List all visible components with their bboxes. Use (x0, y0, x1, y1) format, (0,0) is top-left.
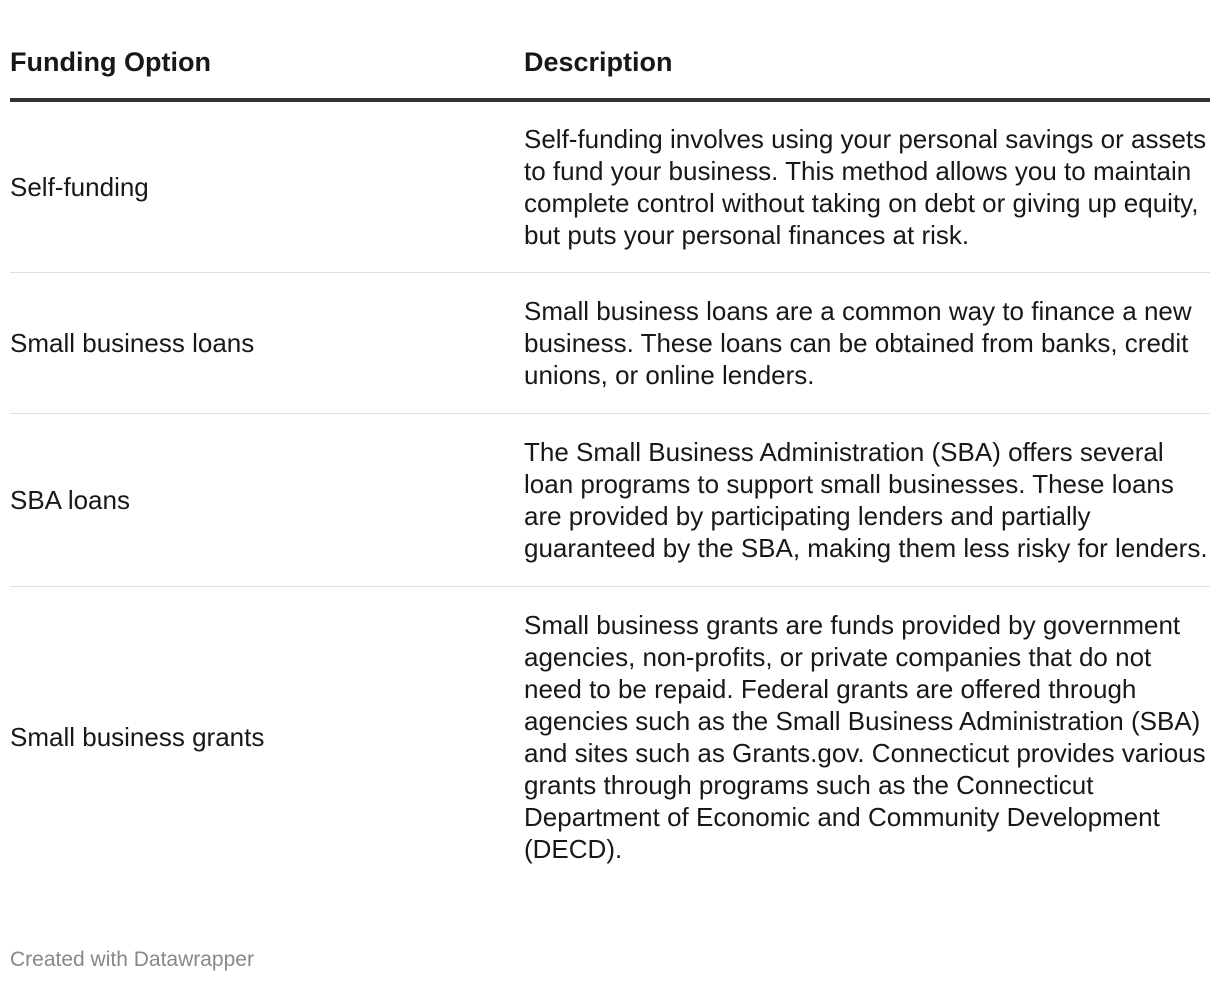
funding-option-cell: Small business loans (10, 273, 524, 414)
description-cell: The Small Business Administration (SBA) offers several loan programs to support small businesses. These loans are provided by participating lenders and partially guaranteed by the SBA, making them less risky for lenders. (524, 414, 1210, 587)
datawrapper-credit: Created with Datawrapper (10, 948, 254, 971)
table-header (10, 36, 1210, 100)
table-row (10, 587, 1210, 888)
header-row (10, 36, 1210, 100)
table-body (10, 100, 1210, 887)
table-row (10, 273, 1210, 414)
description-cell: Small business grants are funds provided by government agencies, non-profits, or private companies that do not need to be repaid. Federal grants are offered through agencies such as the Small Business Administration (SBA) and sites such as Grants.gov. Connecticut provides various grants through programs such as the Connecticut Department of Economic and Community Development (DECD). (524, 610, 1206, 864)
table-row (10, 414, 1210, 587)
funding-options-table (10, 36, 1210, 887)
description-cell: Self-funding involves using your personal savings or assets to fund your business. This method allows you to maintain complete control without taking on debt or giving up equity, but puts your personal finances at risk. (524, 100, 1210, 273)
table-row (10, 100, 1210, 273)
header-funding-option: Funding Option (10, 36, 524, 100)
header-description: Description (524, 36, 1210, 100)
funding-option-cell: SBA loans (10, 414, 524, 587)
funding-option-cell: Self-funding (10, 100, 524, 273)
funding-option-cell: Small business grants (10, 722, 265, 752)
description-cell: Small business loans are a common way to finance a new business. These loans can be obtained from banks, credit unions, or online lenders. (524, 273, 1210, 414)
funding-options-table-container (10, 36, 1210, 887)
